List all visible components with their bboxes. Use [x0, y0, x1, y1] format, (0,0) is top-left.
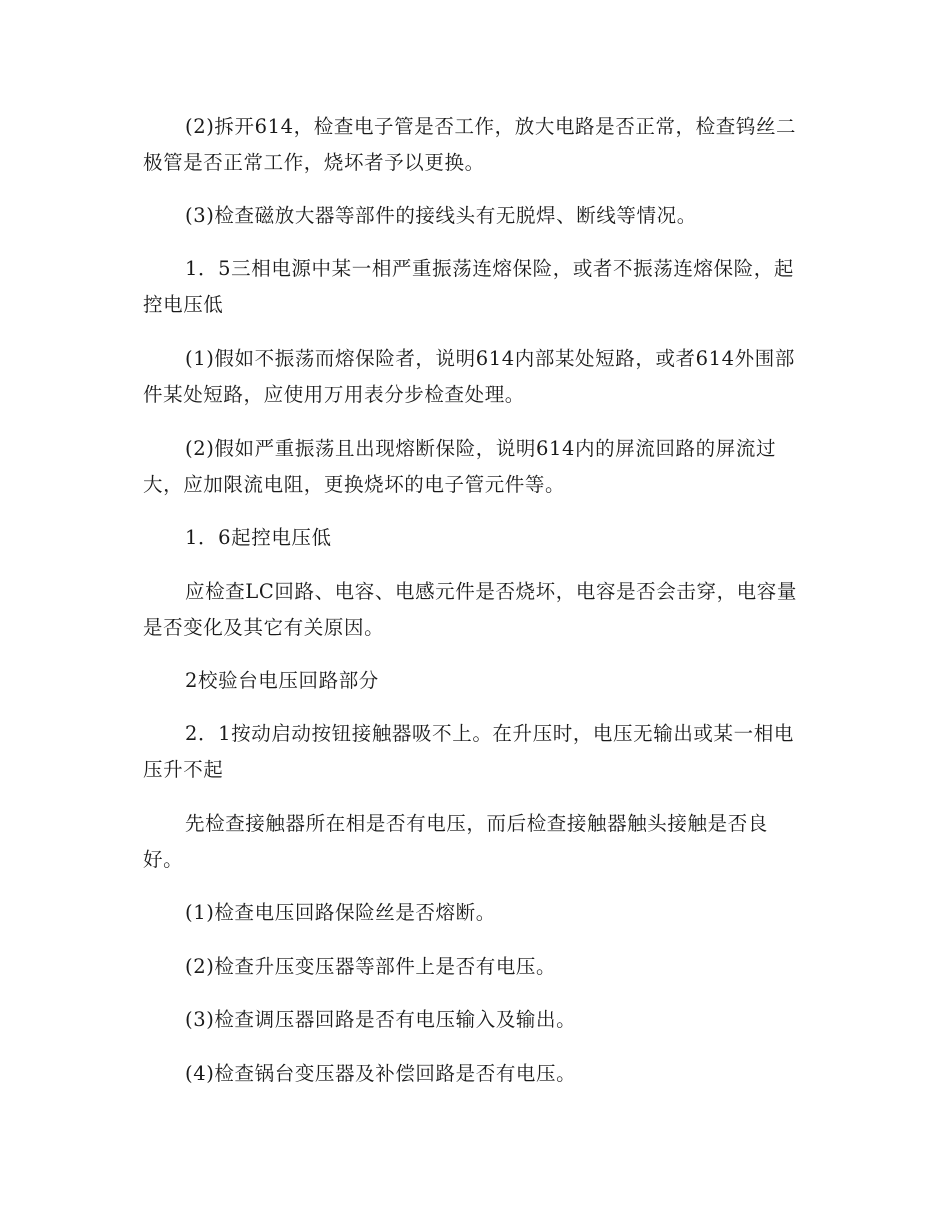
paragraph-5: (2)假如严重振荡且出现熔断保险，说明614内的屏流回路的屏流过大，应加限流电阻，更换烧坏的电子管元件等。 — [143, 437, 777, 496]
paragraph-1: (2)拆开614，检查电子管是否工作，放大电路是否正常，检查钨丝二极管是否正常工作，烧坏者予以更换。 — [143, 115, 797, 174]
paragraph-14: (4)检查锅台变压器及补偿回路是否有电压。 — [185, 1062, 577, 1085]
paragraph-6: 1．6起控电压低 — [185, 526, 332, 549]
section-heading: 2校验台电压回路部分 — [185, 669, 379, 692]
paragraph-9: 2．1按动启动按钮接触器吸不上。在升压时，电压无输出或某一相电压升不起 — [143, 722, 794, 781]
paragraph-4: (1)假如不振荡而熔保险者，说明614内部某处短路，或者614外围部件某处短路，应使用万用表分步检查处理。 — [143, 347, 795, 406]
paragraph-11: (1)检查电压回路保险丝是否熔断。 — [185, 901, 496, 924]
paragraph-3: 1．5三相电源中某一相严重振荡连熔保险，或者不振荡连熔保险，起控电压低 — [143, 257, 794, 316]
paragraph-13: (3)检查调压器回路是否有电压输入及输出。 — [185, 1008, 577, 1031]
paragraph-12: (2)检查升压变压器等部件上是否有电压。 — [185, 955, 557, 978]
paragraph-7: 应检查LC回路、电容、电感元件是否烧坏，电容是否会击穿，电容量是否变化及其它有关原因。 — [143, 580, 797, 639]
paragraph-10: 先检查接触器所在相是否有电压，而后检查接触器触头接触是否良好。 — [143, 812, 768, 871]
paragraph-2: (3)检查磁放大器等部件的接线头有无脱焊、断线等情况。 — [185, 204, 697, 227]
